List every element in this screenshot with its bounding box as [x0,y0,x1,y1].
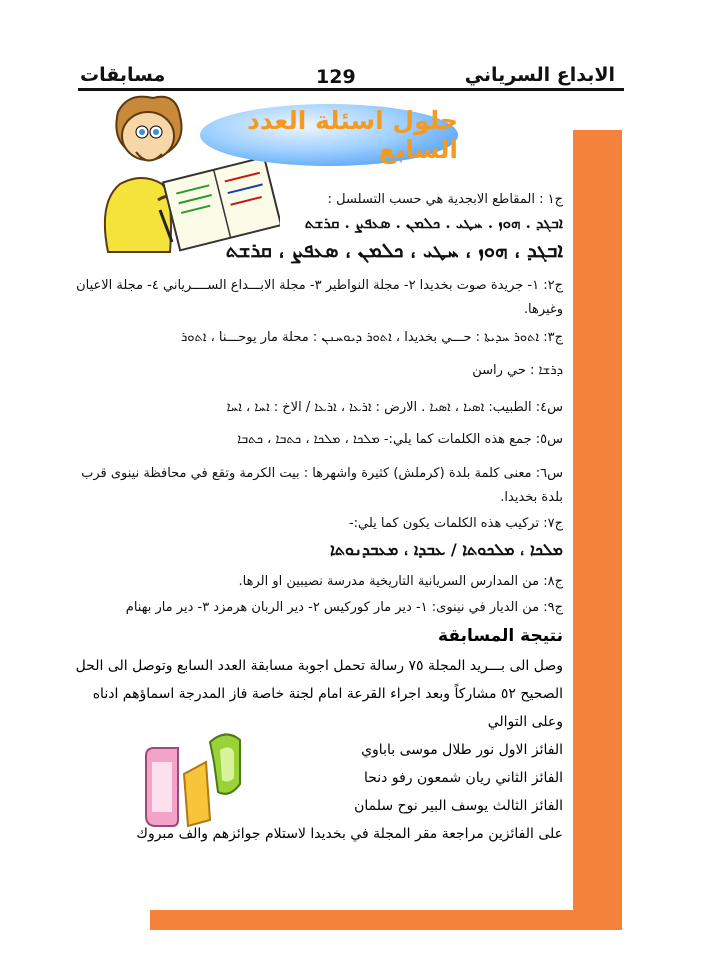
answer-4: س٤: الطبيب: ܐܣܝܐ ، ܐܣܝܐ . الارض : ܐܪܥܐ ، ܐܪܥܐ / الاخ : ܐܚܐ ، ܐܚܐ [226,400,563,415]
answer-3-line-1: ج٣: ܐܬܘܪ ܚܕܝܬܐ : حـــي بخديدا ، ܐܬܘܪ ܕܝܘܚܢܢ : محلة مار يوحـــنا ، ܐܬܘܪ [180,330,563,345]
page-number: 129 [316,66,356,88]
winner-3: الفائز الثالث يوسف البير نوح سلمان [354,798,563,814]
decorative-3d-letters-art [126,722,254,830]
answer-2-line-2: وغيرها. [523,302,563,317]
results-heading: نتيجة المسابقة [438,626,563,646]
orange-frame-rail [573,130,622,930]
answer-7-label: ج٧: تركيب هذه الكلمات يكون كما يلي:- [348,516,563,531]
answer-5: س٥: جمع هذه الكلمات كما يلي:- ܡܠܟܐ ، ܡܠܟܐ ، ܟܬܒܐ ، ܟܬܒܐ [237,432,563,447]
results-closing: على الفائزين مراجعة مقر المجلة في بخديدا لاستلام جوائزهم والف مبروك [136,826,563,842]
header-rule [78,88,624,91]
answer-1-label: ج١ : المقاطع الابجدية هي حسب التسلسل : [327,192,563,207]
magazine-title: الابداع السرياني [464,64,615,86]
page-title: حلول اسئلة العدد السابع [246,106,458,164]
answer-8: ج٨: من المدارس السريانية التاريخية مدرسة نصيبين او الرها. [238,574,563,589]
answer-6-line-2: بلدة بخديدا. [500,490,563,505]
orange-frame-bottom [150,910,622,930]
answer-3-line-2: ܕܪܫܐ : حي راسن [472,363,563,378]
winner-2: الفائز الثاني ريان شمعون رفو دنحا [363,770,563,786]
results-line-3: وعلى التوالي [487,714,563,730]
answer-6-line-1: س٦: معنى كلمة بلدة (كرملش) كثيرة واشهرها : بيت الكرمة وتقع في محافظة نينوى قرب [81,466,563,481]
answer-7-syriac: ܡܠܟܐ ، ܡܠܟܘܬܐ / ܥܒܕܐ ، ܡܥܒܕܢܘܬܐ [330,540,563,559]
title-oval [200,104,458,166]
section-label: مسابقات [80,64,166,86]
winner-1: الفائز الاول نور طلال موسى باباوي [361,742,563,758]
answer-1-syriac-large: ܐܒܓܕ ، ܗܘܙ ، ܚܛܝ ، ܟܠܡܢ ، ܣܥܦܨ ، ܩܪܫܬ [225,238,563,262]
answer-9: ج٩: من الديار في نينوى: ١- دير مار كوركيس ٢- دير الربان هرمزد ٣- دير مار بهنام [125,600,563,615]
answer-2-line-1: ج٢: ١- جريدة صوت بخديدا ٢- مجلة النواطير ٣- مجلة الابـــداع الســــرياني ٤- مجلة الاعيان [76,278,563,293]
results-line-1: وصل الى بـــريد المجلة ٧٥ رسالة تحمل اجوبة مسابقة العدد السابع وتوصل الى الحل [75,658,563,674]
answer-1-syriac-small: ܐܒܓܕ . ܗܘܙ . ܚܛܝ . ܟܠܡܢ . ܣܥܦܨ . ܩܪܫܬ [304,214,563,232]
results-line-2: الصحيح ٥٢ مشاركاً وبعد اجراء القرعة امام لجنة خاصة فاز المدرجة اسماؤهم ادناه [92,686,563,702]
